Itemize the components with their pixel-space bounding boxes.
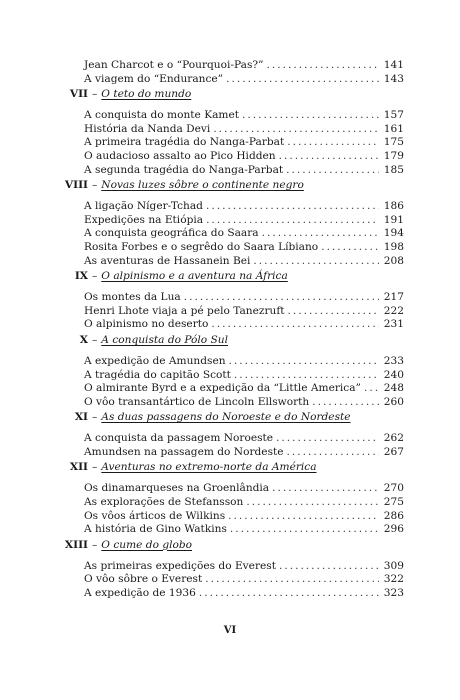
section-dash: – bbox=[92, 270, 98, 283]
entry-title: O alpinismo no deserto bbox=[84, 318, 209, 331]
entry-title: A conquista da passagem Noroeste bbox=[84, 432, 274, 445]
toc-entry bbox=[62, 241, 404, 255]
dot-leader bbox=[234, 369, 379, 383]
toc-entry bbox=[62, 164, 404, 178]
dot-leader bbox=[246, 496, 379, 510]
entry-title: Rosita Forbes e o segrêdo do Saara Líbiano bbox=[84, 240, 319, 253]
page-number: VI bbox=[223, 625, 237, 636]
dot-leader bbox=[206, 200, 379, 214]
entry-page-number: 179 bbox=[383, 149, 404, 162]
section-number: X bbox=[79, 333, 88, 346]
entry-title: As aventuras de Hassanein Bei bbox=[84, 254, 251, 267]
toc-entry bbox=[62, 255, 404, 269]
section-heading bbox=[62, 332, 404, 351]
section-dash: – bbox=[92, 333, 98, 346]
dot-leader bbox=[230, 523, 379, 537]
entry-page-number: 143 bbox=[383, 72, 404, 85]
section-heading bbox=[62, 409, 404, 428]
entry-page-number: 260 bbox=[383, 395, 404, 408]
toc-entry bbox=[62, 123, 404, 137]
entry-page-number: 222 bbox=[383, 304, 404, 317]
entry-page-number: 231 bbox=[383, 318, 404, 331]
section-title: O teto do mundo bbox=[101, 88, 192, 101]
entry-title: História da Nanda Devi bbox=[84, 122, 211, 135]
dot-leader bbox=[276, 432, 379, 446]
dot-leader bbox=[266, 59, 379, 73]
toc-entry bbox=[62, 318, 404, 332]
entry-title: O vôo sôbre o Everest bbox=[84, 573, 203, 586]
toc-entry bbox=[62, 136, 404, 150]
entry-page-number: 267 bbox=[383, 445, 404, 458]
entry-page-number: 191 bbox=[383, 213, 404, 226]
entry-page-number: 141 bbox=[383, 59, 404, 71]
section-number: XII bbox=[69, 461, 88, 474]
toc-entry bbox=[62, 214, 404, 228]
entry-page-number: 309 bbox=[383, 559, 404, 572]
dot-leader bbox=[262, 227, 379, 241]
entry-title: A expedição de Amundsen bbox=[84, 354, 226, 367]
section-number: IX bbox=[74, 270, 88, 283]
entry-title: A viagem do “Endurance” bbox=[84, 72, 224, 85]
toc-entry bbox=[62, 396, 404, 410]
section-title: A conquista do Pólo Sul bbox=[101, 333, 229, 346]
entry-page-number: 208 bbox=[383, 254, 404, 267]
entry-title: A tragédia do capitão Scott bbox=[84, 368, 231, 381]
dot-leader bbox=[226, 73, 379, 87]
entry-page-number: 161 bbox=[383, 122, 404, 135]
section-number: VIII bbox=[64, 179, 88, 192]
entry-title: A história de Gino Watkins bbox=[84, 523, 227, 536]
toc-entry bbox=[62, 432, 404, 446]
entry-title: A primeira tragédia do Nanga-Parbat bbox=[84, 136, 285, 149]
entry-title: Henri Lhote viaja a pé pelo Tanezruft bbox=[84, 304, 285, 317]
entry-title: Expedições na Etiópia bbox=[84, 213, 204, 226]
toc-entry bbox=[62, 446, 404, 460]
section-title: O cume do globo bbox=[101, 538, 193, 551]
entry-title: A conquista geográfica do Saara bbox=[84, 227, 259, 240]
entry-title: Os vôos árticos de Wilkins bbox=[84, 509, 226, 522]
entry-title: O audacioso assalto ao Pico Hidden bbox=[84, 149, 276, 162]
entry-title: A conquista do monte Kamet bbox=[84, 109, 239, 122]
dot-leader bbox=[279, 560, 379, 574]
section-heading bbox=[62, 459, 404, 478]
dot-leader bbox=[287, 136, 379, 150]
dot-leader bbox=[228, 510, 379, 524]
section-title: O alpinismo e a aventura na África bbox=[101, 270, 288, 283]
entry-title: As primeiras expedições do Everest bbox=[84, 559, 276, 572]
entry-page-number: 175 bbox=[383, 136, 404, 149]
entry-page-number: 286 bbox=[383, 509, 404, 522]
dot-leader bbox=[211, 318, 379, 332]
dot-leader bbox=[287, 446, 379, 460]
toc-entry bbox=[62, 587, 404, 601]
entry-page-number: 198 bbox=[383, 240, 404, 253]
toc-entry bbox=[62, 510, 404, 524]
entry-page-number: 240 bbox=[383, 368, 404, 381]
dot-leader bbox=[253, 255, 379, 269]
toc-entry bbox=[62, 523, 404, 537]
section-number: VII bbox=[69, 88, 88, 101]
entry-title: A segunda tragédia do Nanga-Parbat bbox=[84, 163, 284, 176]
toc-entry bbox=[62, 150, 404, 164]
dot-leader bbox=[229, 355, 379, 369]
toc-entry bbox=[62, 482, 404, 496]
entry-title: Os montes da Lua bbox=[84, 291, 181, 304]
section-dash: – bbox=[92, 179, 98, 192]
entry-page-number: 157 bbox=[383, 109, 404, 122]
entry-page-number: 217 bbox=[383, 291, 404, 304]
toc-entry bbox=[62, 560, 404, 574]
entry-page-number: 323 bbox=[383, 587, 404, 600]
table-of-contents bbox=[62, 59, 404, 601]
section-heading bbox=[62, 86, 404, 105]
entry-title: O almirante Byrd e a expedição da “Little America” bbox=[84, 382, 361, 395]
toc-entry bbox=[62, 109, 404, 123]
toc-entry bbox=[62, 200, 404, 214]
entry-page-number: 275 bbox=[383, 496, 404, 509]
section-title: As duas passagens do Noroeste e do Nordeste bbox=[101, 411, 351, 424]
section-dash: – bbox=[92, 538, 98, 551]
toc-entry bbox=[62, 73, 404, 87]
dot-leader bbox=[184, 291, 379, 305]
dot-leader bbox=[321, 241, 379, 255]
section-dash: – bbox=[92, 88, 98, 101]
dot-leader bbox=[364, 382, 379, 396]
dot-leader bbox=[205, 573, 379, 587]
toc-entry bbox=[62, 573, 404, 587]
toc-entry bbox=[62, 59, 404, 73]
entry-title: Amundsen na passagem do Nordeste bbox=[84, 445, 284, 458]
entry-title: Jean Charcot e o “Pourquoi-Pas?” bbox=[84, 59, 264, 71]
section-number: XI bbox=[74, 411, 88, 424]
toc-entry bbox=[62, 496, 404, 510]
dot-leader bbox=[279, 150, 379, 164]
dot-leader bbox=[286, 164, 379, 178]
toc-entry bbox=[62, 227, 404, 241]
entry-page-number: 262 bbox=[383, 432, 404, 445]
entry-page-number: 322 bbox=[383, 573, 404, 586]
toc-entry bbox=[62, 305, 404, 319]
section-heading bbox=[62, 268, 404, 287]
dot-leader bbox=[213, 123, 379, 137]
entry-page-number: 296 bbox=[383, 523, 404, 536]
dot-leader bbox=[206, 214, 379, 228]
entry-title: Os dinamarqueses na Groenlândia bbox=[84, 482, 270, 495]
section-dash: – bbox=[92, 461, 98, 474]
entry-page-number: 186 bbox=[383, 200, 404, 213]
dot-leader bbox=[199, 587, 379, 601]
dot-leader bbox=[312, 396, 379, 410]
section-heading bbox=[62, 537, 404, 556]
entry-page-number: 233 bbox=[383, 354, 404, 367]
toc-entry bbox=[62, 382, 404, 396]
section-dash: – bbox=[92, 411, 98, 424]
entry-page-number: 270 bbox=[383, 482, 404, 495]
toc-entry bbox=[62, 355, 404, 369]
dot-leader bbox=[272, 482, 379, 496]
entry-page-number: 194 bbox=[383, 227, 404, 240]
entry-title: O vôo transantártico de Lincoln Ellsworth bbox=[84, 395, 310, 408]
toc-entry bbox=[62, 369, 404, 383]
section-number: XIII bbox=[64, 538, 88, 551]
section-title: Aventuras no extremo-norte da América bbox=[101, 461, 317, 474]
dot-leader bbox=[288, 305, 379, 319]
entry-page-number: 248 bbox=[383, 382, 404, 395]
toc-entry bbox=[62, 291, 404, 305]
section-heading bbox=[62, 177, 404, 196]
section-title: Novas luzes sôbre o continente negro bbox=[101, 179, 304, 192]
entry-title: A expedição de 1936 bbox=[84, 587, 196, 600]
dot-leader bbox=[242, 109, 379, 123]
entry-title: As explorações de Stefansson bbox=[84, 496, 244, 509]
entry-title: A ligação Níger-Tchad bbox=[84, 200, 203, 213]
entry-page-number: 185 bbox=[383, 163, 404, 176]
